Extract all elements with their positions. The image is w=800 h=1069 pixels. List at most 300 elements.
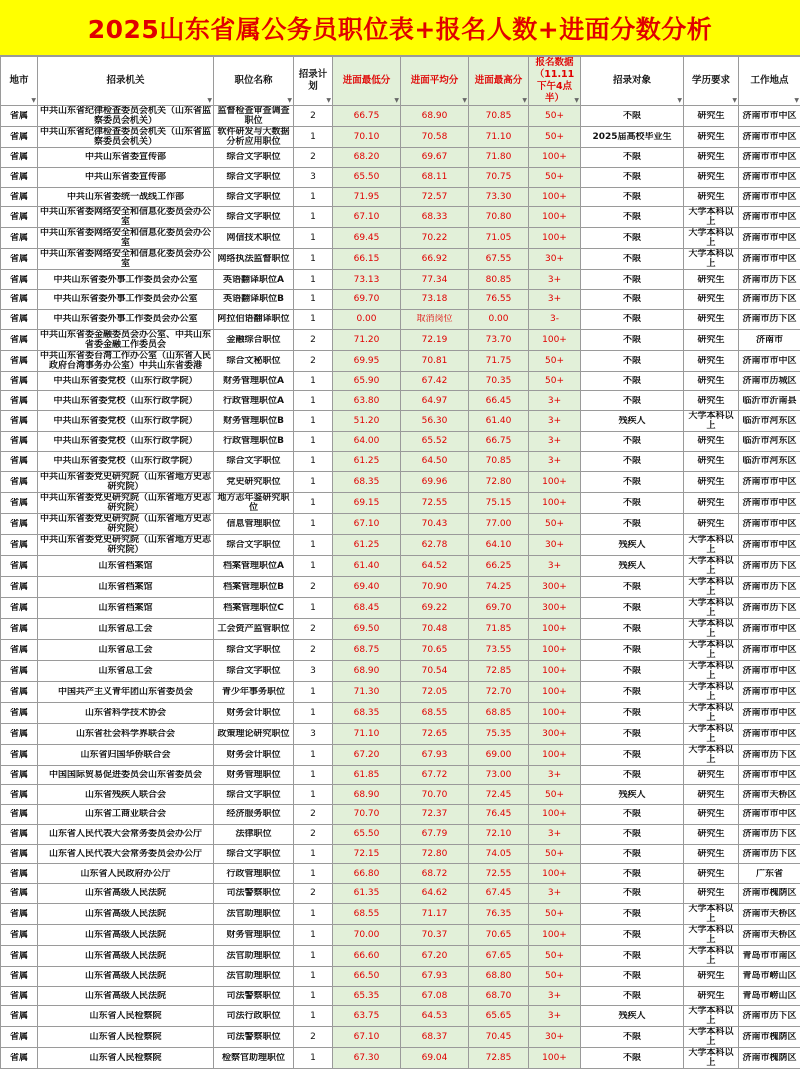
- cell-text: 济南市市中区: [741, 212, 798, 222]
- cell-text: 省属: [3, 254, 35, 264]
- cell-text: 英语翻译职位A: [216, 275, 291, 285]
- table-row: [1, 884, 800, 904]
- cell-text: 2: [296, 152, 330, 162]
- cell-quota: [294, 187, 333, 207]
- cell-text: 档案管理职位A: [216, 561, 291, 571]
- cell-education: [684, 903, 739, 924]
- column-header-min-score[interactable]: [333, 57, 401, 106]
- cell-text: 66.80: [335, 869, 398, 879]
- cell-target: [581, 270, 684, 290]
- cell-text: 67.55: [471, 254, 526, 264]
- cell-city: [1, 824, 38, 844]
- cell-text: 73.30: [471, 192, 526, 202]
- cell-text: 省属: [3, 991, 35, 1001]
- cell-education: [684, 127, 739, 148]
- cell-text: 66.15: [335, 254, 398, 264]
- cell-city: [1, 471, 38, 492]
- cell-avg-score: [401, 639, 469, 660]
- cell-position: [214, 228, 294, 249]
- cell-position: [214, 681, 294, 702]
- cell-position: [214, 106, 294, 127]
- cell-text: 中共山东省委宣传部: [40, 172, 211, 182]
- cell-target: [581, 844, 684, 864]
- column-header-max-score[interactable]: [469, 57, 529, 106]
- cell-text: 77.34: [403, 275, 466, 285]
- cell-city: [1, 492, 38, 513]
- cell-city: [1, 187, 38, 207]
- cell-avg-score: [401, 1006, 469, 1027]
- cell-avg-score: [401, 681, 469, 702]
- cell-agency: [38, 309, 214, 329]
- cell-text: 司法警察职位: [216, 1032, 291, 1042]
- cell-text: 省属: [3, 192, 35, 202]
- cell-applicants: [529, 903, 581, 924]
- column-header-applicants[interactable]: [529, 57, 581, 106]
- cell-applicants: [529, 492, 581, 513]
- cell-text: 山东省人民检察院: [40, 1032, 211, 1042]
- cell-max-score: [469, 492, 529, 513]
- cell-applicants: [529, 785, 581, 805]
- cell-text: 省属: [3, 729, 35, 739]
- cell-location: [739, 207, 800, 228]
- cell-position: [214, 451, 294, 471]
- cell-text: 山东省档案馆: [40, 561, 211, 571]
- cell-text: 省属: [3, 1053, 35, 1063]
- cell-avg-score: [401, 106, 469, 127]
- cell-position: [214, 986, 294, 1006]
- cell-text: 66.75: [335, 111, 398, 121]
- cell-target: [581, 924, 684, 945]
- cell-text: 大学本科以上: [686, 1027, 736, 1047]
- cell-location: [739, 785, 800, 805]
- cell-text: 300+: [531, 582, 578, 592]
- cell-text: 1: [296, 951, 330, 961]
- cell-text: 不限: [583, 770, 681, 780]
- column-header-city[interactable]: [1, 57, 38, 106]
- cell-text: 1: [296, 603, 330, 613]
- cell-agency: [38, 391, 214, 411]
- cell-text: 72.80: [403, 849, 466, 859]
- cell-max-score: [469, 167, 529, 187]
- cell-avg-score: [401, 864, 469, 884]
- cell-text: 济南市历下区: [741, 275, 798, 285]
- column-header-location[interactable]: [739, 57, 800, 106]
- cell-education: [684, 187, 739, 207]
- cell-quota: [294, 207, 333, 228]
- cell-city: [1, 844, 38, 864]
- cell-text: 济南市槐荫区: [741, 1032, 798, 1042]
- cell-text: 71.20: [335, 335, 398, 345]
- cell-position: [214, 597, 294, 618]
- cell-text: 50+: [531, 376, 578, 386]
- column-header-avg-score[interactable]: [401, 57, 469, 106]
- cell-text: 省属: [3, 172, 35, 182]
- cell-text: 71.17: [403, 909, 466, 919]
- cell-text: 中共山东省纪律检查委员会机关（山东省监察委员会机关）: [40, 127, 211, 147]
- cell-city: [1, 106, 38, 127]
- cell-text: 山东省高级人民法院: [40, 888, 211, 898]
- cell-max-score: [469, 1006, 529, 1027]
- cell-quota: [294, 290, 333, 310]
- cell-text: 不限: [583, 376, 681, 386]
- cell-education: [684, 432, 739, 452]
- cell-agency: [38, 824, 214, 844]
- column-header-target[interactable]: [581, 57, 684, 106]
- cell-agency: [38, 329, 214, 350]
- cell-city: [1, 329, 38, 350]
- cell-max-score: [469, 903, 529, 924]
- cell-text: 综合文字职位: [216, 666, 291, 676]
- table-row: [1, 576, 800, 597]
- cell-target: [581, 513, 684, 534]
- column-header-label: 招录机关: [106, 75, 144, 86]
- cell-city: [1, 228, 38, 249]
- cell-text: 省属: [3, 356, 35, 366]
- cell-education: [684, 1006, 739, 1027]
- cell-text: 山东省档案馆: [40, 582, 211, 592]
- cell-city: [1, 1048, 38, 1069]
- cell-target: [581, 1048, 684, 1069]
- cell-text: 济南市历下区: [741, 582, 798, 592]
- cell-text: 不限: [583, 111, 681, 121]
- cell-applicants: [529, 639, 581, 660]
- column-header-quota[interactable]: [294, 57, 333, 106]
- cell-city: [1, 576, 38, 597]
- cell-text: 省属: [3, 849, 35, 859]
- cell-text: 70.48: [403, 624, 466, 634]
- cell-text: 财务会计职位: [216, 750, 291, 760]
- cell-text: 济南市市中区: [741, 254, 798, 264]
- cell-position: [214, 864, 294, 884]
- cell-location: [739, 639, 800, 660]
- cell-applicants: [529, 513, 581, 534]
- cell-agency: [38, 228, 214, 249]
- cell-text: 大学本科以上: [686, 619, 736, 639]
- cell-applicants: [529, 618, 581, 639]
- cell-text: 省属: [3, 750, 35, 760]
- cell-quota: [294, 106, 333, 127]
- filter-dropdown-icon[interactable]: ▼: [522, 98, 527, 104]
- cell-agency: [38, 411, 214, 432]
- cell-text: 70.43: [403, 519, 466, 529]
- cell-quota: [294, 903, 333, 924]
- cell-avg-score: [401, 432, 469, 452]
- cell-text: 山东省人民政府办公厅: [40, 869, 211, 879]
- cell-text: 济南市天桥区: [741, 909, 798, 919]
- cell-text: 省属: [3, 770, 35, 780]
- cell-text: 30+: [531, 254, 578, 264]
- filter-dropdown-icon[interactable]: ▼: [207, 98, 212, 104]
- cell-text: 50+: [531, 790, 578, 800]
- cell-text: 省属: [3, 416, 35, 426]
- cell-min-score: [333, 1048, 401, 1069]
- cell-text: 财务管理职位B: [216, 416, 291, 426]
- cell-target: [581, 167, 684, 187]
- cell-position: [214, 785, 294, 805]
- cell-text: 64.62: [403, 888, 466, 898]
- cell-text: 省属: [3, 294, 35, 304]
- cell-quota: [294, 329, 333, 350]
- cell-max-score: [469, 805, 529, 825]
- cell-text: 1: [296, 233, 330, 243]
- cell-text: 不限: [583, 152, 681, 162]
- table-row: [1, 513, 800, 534]
- cell-text: 省属: [3, 233, 35, 243]
- cell-location: [739, 106, 800, 127]
- cell-text: 不限: [583, 687, 681, 697]
- cell-city: [1, 597, 38, 618]
- cell-text: 省属: [3, 971, 35, 981]
- cell-text: 3-: [531, 314, 578, 324]
- cell-text: 76.55: [471, 294, 526, 304]
- cell-text: 大学本科以上: [686, 904, 736, 924]
- cell-location: [739, 1048, 800, 1069]
- cell-text: 3: [296, 172, 330, 182]
- cell-text: 100+: [531, 233, 578, 243]
- filter-dropdown-icon[interactable]: ▼: [31, 98, 36, 104]
- cell-position: [214, 1048, 294, 1069]
- cell-min-score: [333, 597, 401, 618]
- cell-position: [214, 824, 294, 844]
- cell-city: [1, 884, 38, 904]
- cell-min-score: [333, 765, 401, 785]
- cell-city: [1, 148, 38, 168]
- cell-city: [1, 618, 38, 639]
- cell-text: 67.10: [335, 519, 398, 529]
- cell-text: 1: [296, 396, 330, 406]
- cell-text: 不限: [583, 275, 681, 285]
- column-header-education[interactable]: [684, 57, 739, 106]
- cell-text: 30+: [531, 1032, 578, 1042]
- cell-text: 67.30: [335, 1053, 398, 1063]
- cell-education: [684, 681, 739, 702]
- cell-text: 大学本科以上: [686, 724, 736, 744]
- cell-text: 中共山东省委外事工作委员会办公室: [40, 314, 211, 324]
- cell-text: 大学本科以上: [686, 556, 736, 576]
- cell-text: 69.70: [335, 294, 398, 304]
- cell-text: 综合文秘职位: [216, 356, 291, 366]
- cell-text: 不限: [583, 603, 681, 613]
- cell-quota: [294, 451, 333, 471]
- cell-position: [214, 148, 294, 168]
- filter-dropdown-icon[interactable]: ▼: [574, 98, 579, 104]
- cell-education: [684, 597, 739, 618]
- filter-dropdown-icon[interactable]: ▼: [326, 98, 331, 104]
- cell-text: 70.85: [471, 111, 526, 121]
- cell-quota: [294, 660, 333, 681]
- cell-text: 72.85: [471, 666, 526, 676]
- table-row: [1, 106, 800, 127]
- cell-text: 64.53: [403, 1011, 466, 1021]
- filter-dropdown-icon[interactable]: ▼: [732, 98, 737, 104]
- cell-location: [739, 371, 800, 391]
- cell-avg-score: [401, 411, 469, 432]
- cell-text: 1: [296, 561, 330, 571]
- cell-text: 70.65: [471, 930, 526, 940]
- cell-text: 青岛市市南区: [741, 951, 798, 961]
- cell-applicants: [529, 451, 581, 471]
- cell-text: 70.90: [403, 582, 466, 592]
- cell-avg-score: [401, 576, 469, 597]
- cell-text: 山东省高级人民法院: [40, 971, 211, 981]
- cell-avg-score: [401, 127, 469, 148]
- cell-text: 70.70: [335, 809, 398, 819]
- cell-target: [581, 986, 684, 1006]
- cell-text: 69.70: [471, 603, 526, 613]
- cell-text: 69.95: [335, 356, 398, 366]
- cell-text: 档案管理职位B: [216, 582, 291, 592]
- table-row: [1, 945, 800, 966]
- cell-applicants: [529, 945, 581, 966]
- cell-text: 临沂市河东区: [741, 416, 798, 426]
- cell-min-score: [333, 249, 401, 270]
- cell-max-score: [469, 350, 529, 371]
- cell-text: 76.45: [471, 809, 526, 819]
- cell-text: 不限: [583, 498, 681, 508]
- cell-text: 研究生: [686, 294, 736, 304]
- cell-max-score: [469, 824, 529, 844]
- cell-city: [1, 681, 38, 702]
- cell-text: 省属: [3, 888, 35, 898]
- cell-education: [684, 723, 739, 744]
- cell-target: [581, 660, 684, 681]
- column-header-position[interactable]: [214, 57, 294, 106]
- cell-max-score: [469, 702, 529, 723]
- cell-text: 不限: [583, 624, 681, 634]
- cell-location: [739, 270, 800, 290]
- cell-city: [1, 350, 38, 371]
- cell-quota: [294, 884, 333, 904]
- cell-min-score: [333, 391, 401, 411]
- cell-applicants: [529, 249, 581, 270]
- cell-text: 大学本科以上: [686, 640, 736, 660]
- cell-position: [214, 555, 294, 576]
- cell-location: [739, 350, 800, 371]
- column-header-label: 地市: [9, 75, 28, 86]
- cell-quota: [294, 432, 333, 452]
- cell-text: 不限: [583, 971, 681, 981]
- cell-text: 省属: [3, 624, 35, 634]
- filter-dropdown-icon[interactable]: ▼: [287, 98, 292, 104]
- cell-avg-score: [401, 350, 469, 371]
- cell-text: 省属: [3, 396, 35, 406]
- filter-dropdown-icon[interactable]: ▼: [794, 98, 799, 104]
- cell-quota: [294, 127, 333, 148]
- cell-avg-score: [401, 492, 469, 513]
- cell-text: 研究生: [686, 335, 736, 345]
- cell-quota: [294, 576, 333, 597]
- cell-text: 省属: [3, 645, 35, 655]
- cell-education: [684, 555, 739, 576]
- cell-text: 不限: [583, 869, 681, 879]
- cell-text: 不限: [583, 477, 681, 487]
- cell-city: [1, 371, 38, 391]
- cell-text: 64.97: [403, 396, 466, 406]
- cell-text: 68.90: [403, 111, 466, 121]
- cell-min-score: [333, 924, 401, 945]
- column-header-agency[interactable]: [38, 57, 214, 106]
- cell-text: 大学本科以上: [686, 207, 736, 227]
- cell-min-score: [333, 513, 401, 534]
- cell-location: [739, 167, 800, 187]
- cell-city: [1, 309, 38, 329]
- cell-location: [739, 492, 800, 513]
- cell-city: [1, 207, 38, 228]
- cell-text: 中共山东省委党校（山东行政学院）: [40, 376, 211, 386]
- cell-max-score: [469, 555, 529, 576]
- cell-text: 1: [296, 1053, 330, 1063]
- cell-text: 66.60: [335, 951, 398, 961]
- cell-text: 行政管理职位: [216, 869, 291, 879]
- cell-text: 省属: [3, 790, 35, 800]
- cell-text: 不限: [583, 582, 681, 592]
- cell-text: 70.65: [403, 645, 466, 655]
- cell-avg-score: [401, 765, 469, 785]
- cell-agency: [38, 966, 214, 986]
- cell-text: 66.92: [403, 254, 466, 264]
- cell-text: 中共山东省委网络安全和信息化委员会办公室: [40, 207, 211, 227]
- cell-text: 综合文字职位: [216, 645, 291, 655]
- cell-max-score: [469, 576, 529, 597]
- cell-text: 70.85: [471, 456, 526, 466]
- cell-text: 综合文字职位: [216, 212, 291, 222]
- cell-position: [214, 903, 294, 924]
- cell-min-score: [333, 844, 401, 864]
- cell-quota: [294, 924, 333, 945]
- table-row: [1, 903, 800, 924]
- column-header-label: 进面最高分: [475, 75, 523, 86]
- cell-applicants: [529, 534, 581, 555]
- cell-min-score: [333, 207, 401, 228]
- cell-min-score: [333, 534, 401, 555]
- table-row: [1, 534, 800, 555]
- cell-city: [1, 290, 38, 310]
- cell-text: 山东省总工会: [40, 666, 211, 676]
- cell-text: 山东省高级人民法院: [40, 951, 211, 961]
- filter-dropdown-icon[interactable]: ▼: [677, 98, 682, 104]
- cell-avg-score: [401, 744, 469, 765]
- cell-education: [684, 309, 739, 329]
- cell-text: 政策理论研究职位: [216, 729, 291, 739]
- cell-text: 不限: [583, 233, 681, 243]
- filter-dropdown-icon[interactable]: ▼: [462, 98, 467, 104]
- cell-avg-score: [401, 167, 469, 187]
- cell-text: 2: [296, 888, 330, 898]
- cell-min-score: [333, 618, 401, 639]
- cell-applicants: [529, 1006, 581, 1027]
- cell-quota: [294, 966, 333, 986]
- filter-dropdown-icon[interactable]: ▼: [394, 98, 399, 104]
- cell-text: 0.00: [471, 314, 526, 324]
- cell-education: [684, 167, 739, 187]
- cell-text: 济南市市中区: [741, 540, 798, 550]
- cell-applicants: [529, 350, 581, 371]
- cell-text: 67.93: [403, 971, 466, 981]
- cell-location: [739, 576, 800, 597]
- cell-text: 不限: [583, 729, 681, 739]
- cell-text: 51.20: [335, 416, 398, 426]
- cell-applicants: [529, 411, 581, 432]
- cell-agency: [38, 106, 214, 127]
- cell-city: [1, 513, 38, 534]
- cell-text: 1: [296, 770, 330, 780]
- cell-text: 省属: [3, 561, 35, 571]
- cell-text: 广东省: [741, 869, 798, 879]
- cell-text: 1: [296, 498, 330, 508]
- cell-text: 研究生: [686, 498, 736, 508]
- cell-text: 党史研究职位: [216, 477, 291, 487]
- cell-quota: [294, 744, 333, 765]
